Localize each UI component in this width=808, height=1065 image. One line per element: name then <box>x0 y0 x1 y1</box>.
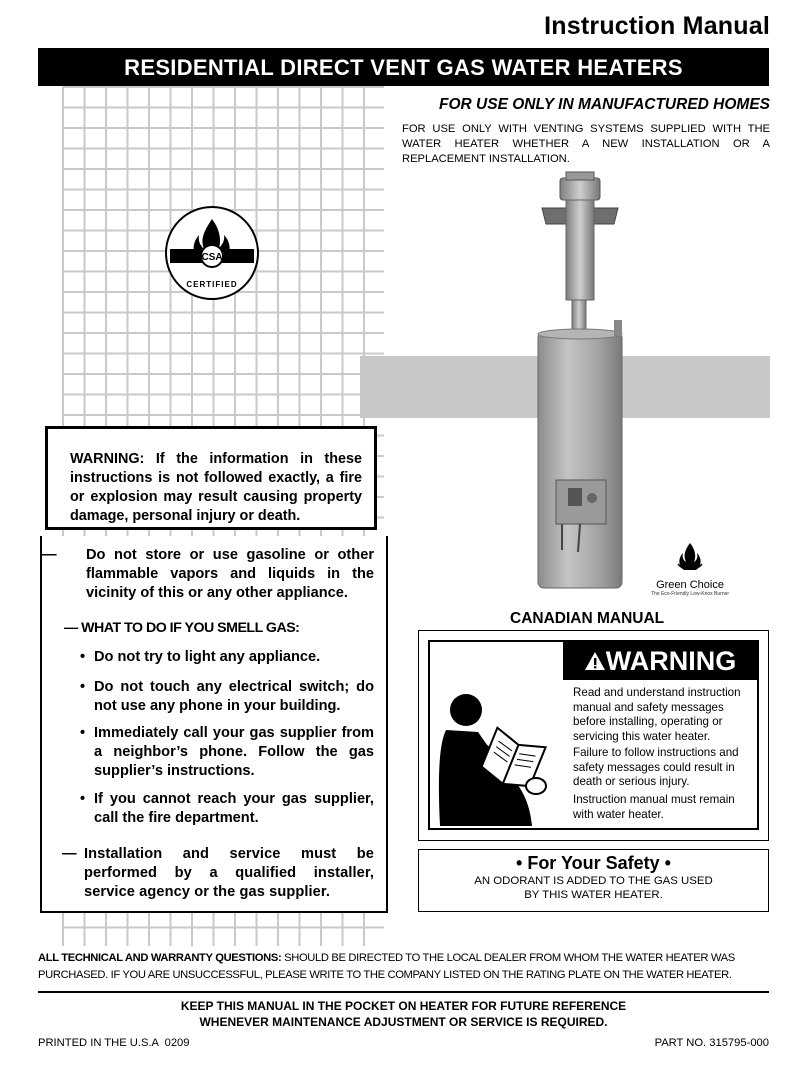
green-choice-flame-icon <box>675 542 705 574</box>
for-your-safety-box <box>418 849 769 912</box>
bullet-item: • Immediately call your gas supplier from a neighbor’s phone. Follow the gas supplier’s instructions. <box>80 725 374 779</box>
safety-line-1: AN ODORANT IS ADDED TO THE GAS USED <box>474 875 713 887</box>
divider <box>38 991 769 993</box>
safety-title: • For Your Safety • <box>516 853 671 873</box>
water-heater-image <box>520 170 640 590</box>
warning-header <box>563 642 757 680</box>
bullet-item: • If you cannot reach your gas supplier, call the fire department. <box>80 791 374 826</box>
instruction-text: Do not store or use gasoline or other flammable vapors and liquids in the vicinity of this or any other appliance. <box>86 547 374 601</box>
venting-note: FOR USE ONLY WITH VENTING SYSTEMS SUPPLIED WITH THE WATER HEATER WHETHER A NEW INSTALLATION OR A REPLACEMENT INSTALLATION. <box>402 123 770 165</box>
keep-manual-notice <box>38 998 769 1030</box>
dash-marker: — <box>62 846 77 862</box>
dash-marker: — <box>64 620 82 636</box>
main-warning-box: WARNING: If the information in these instructions is not followed exactly, a fire or explosion may result causing property damage, personal injury or death. <box>45 426 377 530</box>
bullet-text: Immediately call your gas supplier from a neighbor’s phone. Follow the gas supplier’s instructions. <box>94 725 374 779</box>
csa-letters: CSA <box>201 252 223 263</box>
questions-text: SHOULD BE DIRECTED TO THE LOCAL DEALER FROM WHOM THE WATER HEATER WAS PURCHASED. IF YOU ARE UNSUCCESSFUL, PLEASE WRITE TO THE COMPANY LISTED ON THE RATING PLATE ON THE WATER HEATER. <box>38 952 735 981</box>
warning-text-remain: Instruction manual must remain with water heater. <box>573 793 735 821</box>
green-choice-logo <box>650 542 730 602</box>
warning-text-read: Read and understand instruction manual and safety messages before installing, operating or servicing this water heater. <box>573 686 741 743</box>
instruction-text: WHAT TO DO IF YOU SMELL GAS: <box>81 620 300 636</box>
green-choice-name: Green Choice <box>656 579 724 591</box>
csa-certified-logo <box>164 205 260 301</box>
bullet-text: If you cannot reach your gas supplier, call the fire department. <box>94 791 374 826</box>
keep-line-1: KEEP THIS MANUAL IN THE POCKET ON HEATER FOR FUTURE REFERENCE <box>180 999 627 1013</box>
warning-triangle-icon <box>584 651 606 671</box>
title-bar: RESIDENTIAL DIRECT VENT GAS WATER HEATERS <box>38 48 769 86</box>
person-reading-manual-icon <box>432 686 562 828</box>
green-choice-tagline: The Eco-Friendly Low-Knox Burner <box>650 591 730 597</box>
printed-in: PRINTED IN THE U.S.A 0209 <box>38 1037 190 1049</box>
bullet-item: • Do not touch any electrical switch; do not use any phone in your building. <box>80 679 374 714</box>
warning-text-failure: Failure to follow instructions and safety messages could result in death or serious injury. <box>573 746 739 788</box>
certified-label: CERTIFIED <box>186 280 238 289</box>
safety-line-2: BY THIS WATER HEATER. <box>524 889 663 901</box>
instruction-qualified-installer <box>62 845 374 902</box>
instruction-no-gasoline <box>42 546 374 603</box>
canadian-manual-label: CANADIAN MANUAL <box>510 610 665 627</box>
questions-notice <box>38 950 769 984</box>
subtitle: FOR USE ONLY IN MANUFACTURED HOMES <box>439 96 770 113</box>
dash-marker: — <box>42 547 57 563</box>
part-number: PART NO. 315795-000 <box>654 1037 769 1049</box>
keep-line-2: WHENEVER MAINTENANCE ADJUSTMENT OR SERVICE IS REQUIRED. <box>199 1015 608 1029</box>
document-title: Instruction Manual <box>544 12 770 40</box>
questions-label: ALL TECHNICAL AND WARRANTY QUESTIONS: <box>38 952 282 964</box>
bullet-text: Do not touch any electrical switch; do not use any phone in your building. <box>94 679 374 714</box>
warning-heading-text: WARNING <box>605 646 737 676</box>
safety-instructions-panel <box>40 536 388 913</box>
bullet-item: • Do not try to light any appliance. <box>80 649 321 665</box>
bullet-text: Do not try to light any appliance. <box>94 649 321 665</box>
instruction-smell-gas-heading <box>64 619 374 638</box>
instruction-text: Installation and service must be performed by a qualified installer, service agency or the gas supplier. <box>84 846 374 900</box>
